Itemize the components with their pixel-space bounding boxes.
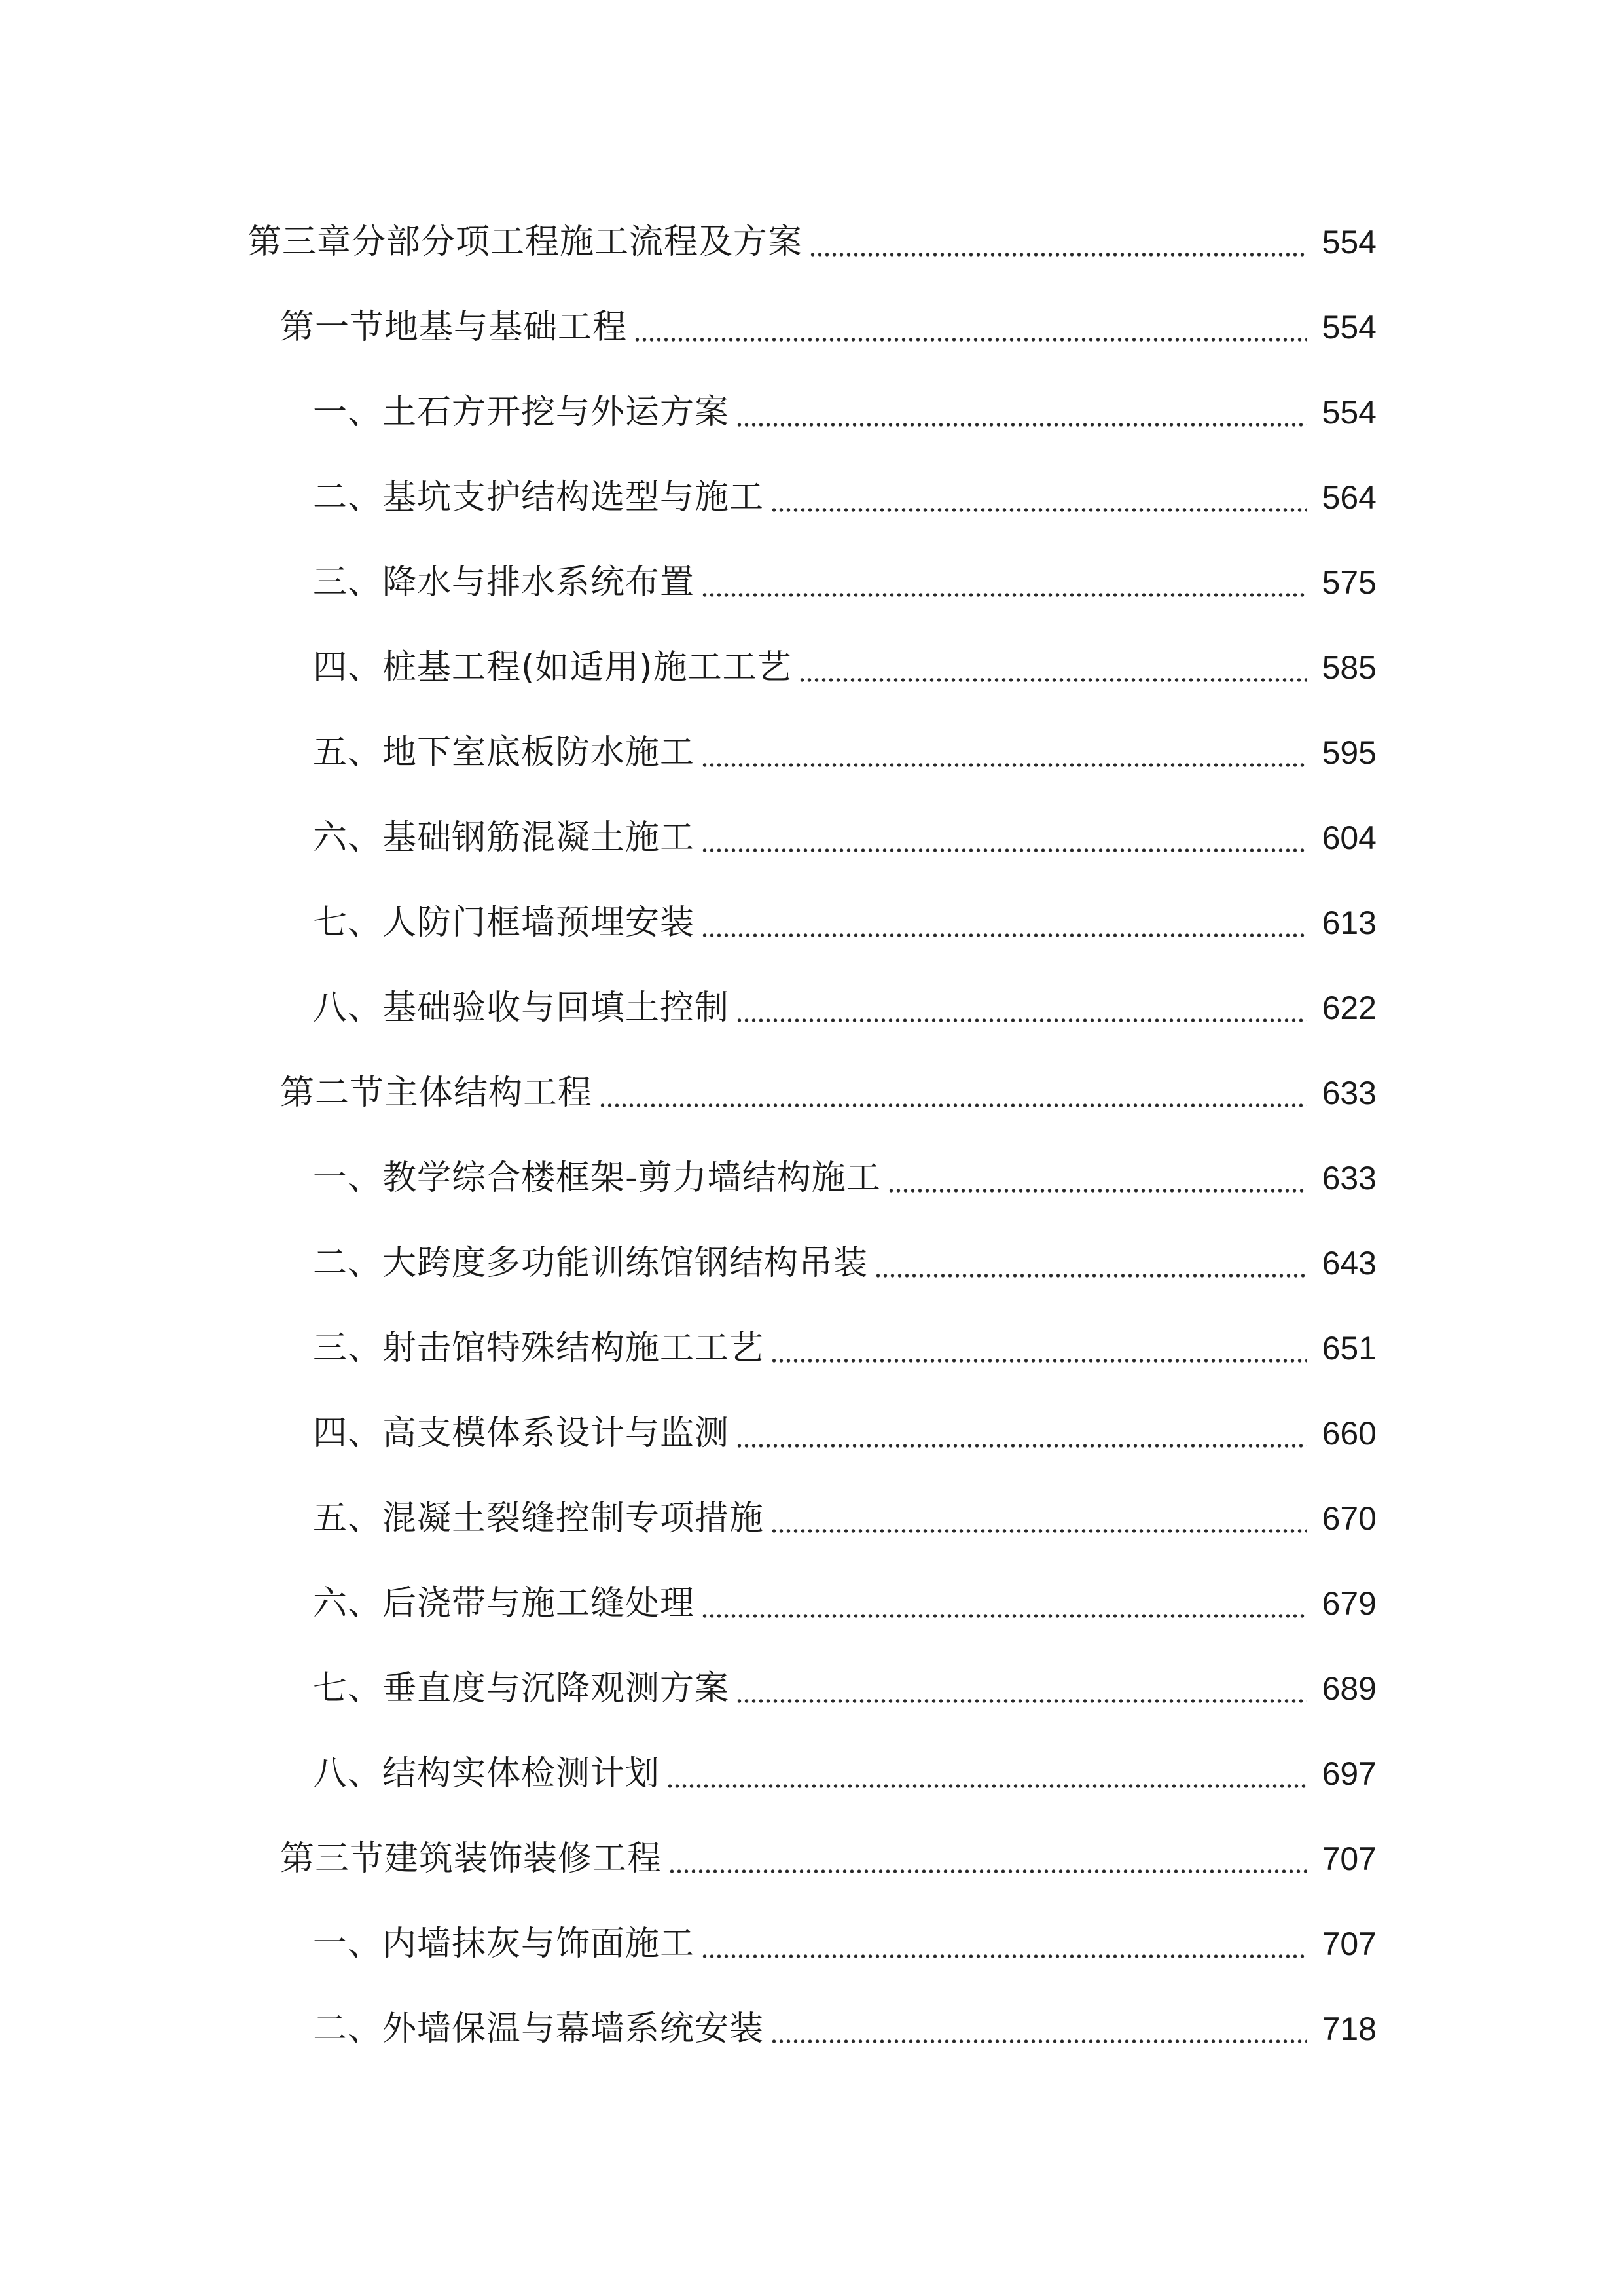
toc-entry-title: 第三节建筑装饰装修工程: [280, 1839, 662, 1878]
toc-entry-page: 670: [1322, 1500, 1377, 1537]
dot-leader: [701, 903, 1307, 942]
toc-entry-chapter[interactable]: [0, 200, 1624, 285]
toc-entry-title: 二、基坑支护结构选型与施工: [313, 478, 765, 517]
toc-entry-subsection[interactable]: [0, 625, 1624, 710]
dot-leader: [809, 223, 1307, 262]
toc-entry-title: 五、混凝土裂缝控制专项措施: [313, 1499, 765, 1538]
toc-entry-title: 一、教学综合楼框架-剪力墙结构施工: [313, 1158, 881, 1198]
dot-leader: [701, 563, 1307, 602]
dot-leader: [736, 393, 1307, 432]
toc-entry-subsection[interactable]: [0, 1391, 1624, 1476]
toc-entry-title: 二、外墙保温与幕墙系统安装: [313, 2009, 765, 2049]
toc-entry-title: 七、垂直度与沉降观测方案: [313, 1669, 730, 1708]
dot-leader: [634, 308, 1307, 347]
toc-entry-page: 651: [1322, 1330, 1377, 1367]
toc-entry-page: 660: [1322, 1415, 1377, 1452]
toc-entry-page: 595: [1322, 734, 1377, 771]
toc-entry-page: 697: [1322, 1755, 1377, 1792]
toc-entry-subsection[interactable]: [0, 370, 1624, 455]
toc-entry-page: 707: [1322, 1840, 1377, 1877]
toc-entry-page: 679: [1322, 1585, 1377, 1622]
toc-entry-page: 643: [1322, 1245, 1377, 1282]
dot-leader: [799, 648, 1307, 687]
dot-leader: [701, 733, 1307, 772]
toc-entry-subsection[interactable]: [0, 1136, 1624, 1221]
toc-entry-page: 585: [1322, 649, 1377, 686]
toc-entry-title: 三、降水与排水系统布置: [313, 563, 695, 602]
toc-entry-subsection[interactable]: [0, 1986, 1624, 2072]
dot-leader: [701, 1584, 1307, 1623]
toc-entry-title: 七、人防门框墙预埋安装: [313, 903, 695, 942]
toc-entry-title: 八、结构实体检测计划: [313, 1754, 660, 1793]
toc-entry-title: 四、高支模体系设计与监测: [313, 1414, 730, 1453]
toc-entry-section[interactable]: [0, 1816, 1624, 1901]
toc-entry-title: 一、内墙抹灰与饰面施工: [313, 1924, 695, 1964]
toc-entry-subsection[interactable]: [0, 880, 1624, 965]
toc-entry-title: 六、后浇带与施工缝处理: [313, 1584, 695, 1623]
toc-entry-page: 554: [1322, 394, 1377, 431]
toc-entry-subsection[interactable]: [0, 1306, 1624, 1391]
dot-leader: [770, 478, 1307, 517]
toc-entry-page: 718: [1322, 2011, 1377, 2047]
toc-entry-title: 四、桩基工程(如适用)施工工艺: [313, 648, 792, 687]
toc-entry-section[interactable]: [0, 285, 1624, 370]
toc-entry-title: 第一节地基与基础工程: [280, 308, 628, 347]
toc-entry-page: 554: [1322, 224, 1377, 260]
dot-leader: [668, 1839, 1307, 1878]
dot-leader: [736, 1669, 1307, 1708]
toc-entry-section[interactable]: [0, 1050, 1624, 1136]
toc-entry-page: 622: [1322, 990, 1377, 1026]
dot-leader: [701, 818, 1307, 857]
toc-entry-subsection[interactable]: [0, 540, 1624, 625]
toc-entry-page: 633: [1322, 1160, 1377, 1196]
toc-entry-title: 八、基础验收与回填土控制: [313, 988, 730, 1028]
toc-entry-title: 六、基础钢筋混凝土施工: [313, 818, 695, 857]
table-of-contents: [0, 200, 1624, 2072]
toc-entry-title: 第二节主体结构工程: [280, 1073, 593, 1113]
dot-leader: [666, 1754, 1307, 1793]
toc-entry-subsection[interactable]: [0, 1731, 1624, 1816]
toc-entry-title: 第三章分部分项工程施工流程及方案: [247, 223, 803, 262]
dot-leader: [770, 1329, 1307, 1368]
toc-entry-page: 604: [1322, 819, 1377, 856]
toc-entry-page: 707: [1322, 1926, 1377, 1962]
dot-leader: [736, 1414, 1307, 1453]
toc-entry-subsection[interactable]: [0, 795, 1624, 880]
toc-entry-title: 五、地下室底板防水施工: [313, 733, 695, 772]
toc-entry-subsection[interactable]: [0, 1561, 1624, 1646]
toc-entry-page: 613: [1322, 905, 1377, 941]
toc-entry-subsection[interactable]: [0, 1476, 1624, 1561]
toc-entry-subsection[interactable]: [0, 710, 1624, 795]
toc-entry-subsection[interactable]: [0, 1221, 1624, 1306]
toc-entry-page: 689: [1322, 1670, 1377, 1707]
toc-entry-title: 一、土石方开挖与外运方案: [313, 393, 730, 432]
dot-leader: [888, 1158, 1307, 1198]
toc-entry-subsection[interactable]: [0, 1901, 1624, 1986]
dot-leader: [770, 2009, 1307, 2049]
dot-leader: [736, 988, 1307, 1028]
toc-entry-page: 575: [1322, 564, 1377, 601]
dot-leader: [875, 1244, 1307, 1283]
toc-entry-subsection[interactable]: [0, 1646, 1624, 1731]
toc-entry-subsection[interactable]: [0, 965, 1624, 1050]
toc-entry-title: 三、射击馆特殊结构施工工艺: [313, 1329, 765, 1368]
toc-entry-page: 633: [1322, 1075, 1377, 1111]
toc-entry-title: 二、大跨度多功能训练馆钢结构吊装: [313, 1244, 869, 1283]
toc-entry-subsection[interactable]: [0, 455, 1624, 540]
dot-leader: [599, 1073, 1307, 1113]
toc-entry-page: 554: [1322, 309, 1377, 346]
dot-leader: [701, 1924, 1307, 1964]
dot-leader: [770, 1499, 1307, 1538]
toc-entry-page: 564: [1322, 479, 1377, 516]
